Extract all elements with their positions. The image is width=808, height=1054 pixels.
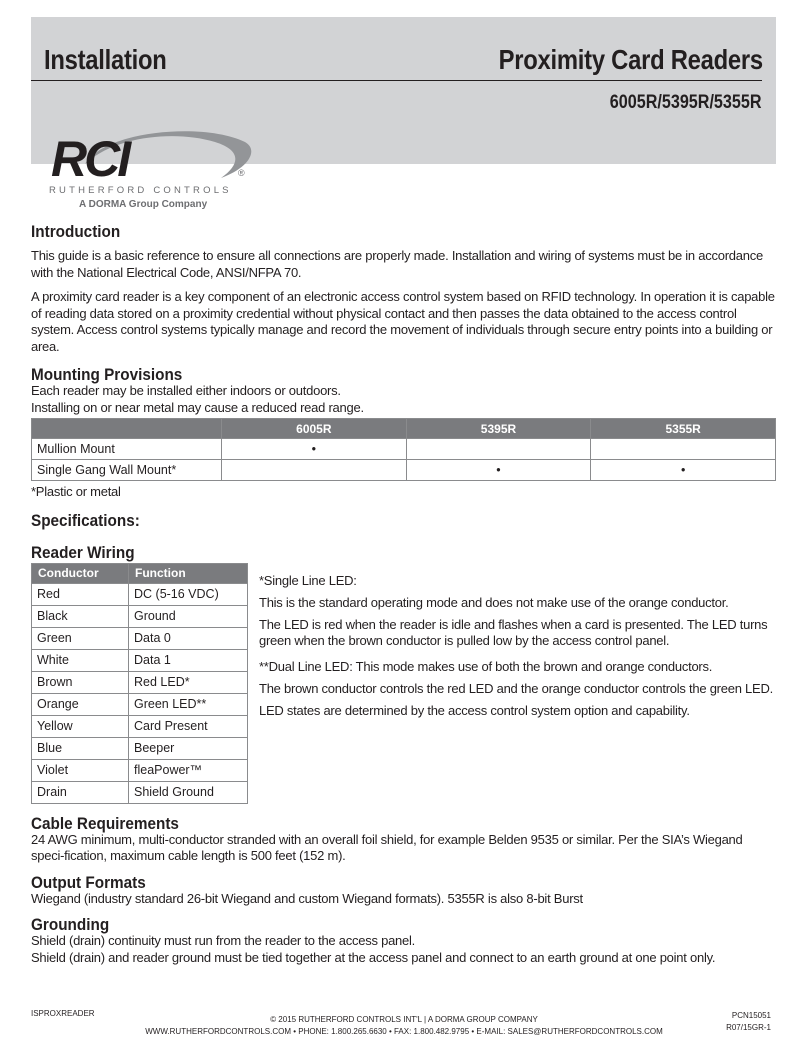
registered-mark: ®: [238, 168, 245, 178]
table-row: [32, 737, 248, 759]
mounting-col-5355r: 5355R: [591, 419, 776, 439]
mounting-footnote: *Plastic or metal: [31, 484, 121, 499]
footer-right: [726, 1010, 771, 1034]
led-note-single-behavior: The LED is red when the reader is idle and flashes when a card is presented. The LED turns green when the brown conductor is pulled low by the access control panel.: [259, 617, 768, 648]
table-row: [32, 693, 248, 715]
function: Beeper: [129, 737, 248, 759]
logo-tagline: A DORMA Group Company: [79, 199, 208, 210]
function: Card Present: [129, 715, 248, 737]
mounting-line-1: Each reader may be installed either indoors or outdoors.: [31, 383, 341, 398]
table-row: [32, 460, 776, 481]
output-formats-heading: Output Formats: [31, 872, 146, 892]
led-note-states: LED states are determined by the access control system option and capability.: [259, 703, 690, 718]
mounting-table: [31, 418, 776, 481]
compat-mark: •: [591, 460, 776, 481]
model-numbers: 6005R/5395R/5355R: [610, 92, 762, 113]
compat-mark: •: [222, 439, 407, 460]
function: Green LED**: [129, 693, 248, 715]
conductor: Violet: [32, 759, 129, 781]
mounting-line-2: Installing on or near metal may cause a reduced read range.: [31, 399, 364, 415]
conductor: Brown: [32, 671, 129, 693]
conductor: Green: [32, 627, 129, 649]
function: fleaPower™: [129, 759, 248, 781]
wiring-col-function: Function: [129, 563, 248, 583]
conductor: Blue: [32, 737, 129, 759]
function: Data 1: [129, 649, 248, 671]
grounding-heading: Grounding: [31, 915, 110, 934]
compat-mark: [406, 439, 591, 460]
mounting-col-blank: [32, 419, 222, 439]
footer-contact: WWW.RUTHERFORDCONTROLS.COM • PHONE: 1.800.265.6630 • FAX: 1.800.482.9795 • E-MAIL: SALES@RUTHERFORDCONTROLS.COM: [145, 1027, 663, 1036]
function: DC (5-16 VDC): [129, 583, 248, 605]
page-title: Installation: [44, 44, 167, 75]
header-rule: [31, 80, 762, 81]
product-title: Proximity Card Readers: [498, 44, 763, 75]
mounting-heading: Mounting Provisions: [31, 365, 183, 384]
reader-wiring-heading: Reader Wiring: [31, 542, 135, 562]
rci-logo-mark: [45, 124, 255, 186]
table-row: [32, 715, 248, 737]
rci-logo: [45, 124, 255, 214]
function: Shield Ground: [129, 781, 248, 803]
table-row: [32, 649, 248, 671]
specifications-heading: Specifications:: [31, 510, 140, 530]
logo-mark-text: RCI: [51, 131, 129, 186]
conductor: Black: [32, 605, 129, 627]
table-row: [32, 627, 248, 649]
footer-doc-code: ISPROXREADER: [31, 1009, 95, 1018]
introduction-heading: Introduction: [31, 222, 121, 241]
mounting-col-5395r: 5395R: [406, 419, 591, 439]
function: Data 0: [129, 627, 248, 649]
led-note-single-title: *Single Line LED:: [259, 573, 357, 588]
mount-type: Single Gang Wall Mount*: [32, 460, 222, 481]
footer-copyright: © 2015 RUTHERFORD CONTROLS INT'L | A DORMA GROUP COMPANY: [270, 1015, 538, 1024]
cable-text: 24 AWG minimum, multi-conductor stranded with an overall foil shield, for example Belden 9535 or similar. Per the SIA’s Wiegand speci-fication, maximum cable length is 500 feet (152 m).: [31, 831, 743, 863]
introduction-paragraph-2: A proximity card reader is a key component of an electronic access control system based on RFID technology. In operation it is capable of reading data stored on a proximity credential without physical contact and then passes the data obtained to the access control system. Access control systems typically manage and record the movement of individuals through secure entry points into a building or area.: [31, 289, 775, 354]
table-row: [32, 583, 248, 605]
led-note-dual-behavior: The brown conductor controls the red LED and the orange conductor controls the green LED.: [259, 681, 773, 696]
cable-heading: Cable Requirements: [31, 813, 179, 833]
logo-company-name: RUTHERFORD CONTROLS: [49, 185, 232, 196]
output-formats-text: Wiegand (industry standard 26-bit Wiegand and custom Wiegand formats). 5355R is also 8-bit Burst: [31, 890, 583, 906]
table-row: [32, 605, 248, 627]
function: Ground: [129, 605, 248, 627]
led-note-single-mode: This is the standard operating mode and does not make use of the orange conductor.: [259, 595, 729, 610]
table-row: [32, 759, 248, 781]
compat-mark: [591, 439, 776, 460]
table-row: [32, 781, 248, 803]
conductor: Orange: [32, 693, 129, 715]
conductor: Drain: [32, 781, 129, 803]
footer-part-number: PCN15051: [731, 1011, 771, 1020]
footer-revision: R07/15GR-1: [726, 1023, 771, 1032]
compat-mark: [222, 460, 407, 481]
led-note-dual-title: **Dual Line LED: This mode makes use of both the brown and orange conductors.: [259, 659, 713, 674]
introduction-paragraph-1: This guide is a basic reference to ensure all connections are properly made. Installation and wiring of systems must be in accordance with the National Electrical Code, ANSI/NFPA 70.: [31, 248, 763, 280]
compat-mark: •: [406, 460, 591, 481]
table-row: [32, 671, 248, 693]
wiring-table: [31, 563, 248, 804]
conductor: Yellow: [32, 715, 129, 737]
conductor: Red: [32, 583, 129, 605]
table-row: [32, 439, 776, 460]
wiring-col-conductor: Conductor: [32, 563, 129, 583]
function: Red LED*: [129, 671, 248, 693]
grounding-line-2: Shield (drain) and reader ground must be tied together at the access panel and connect to an earth ground at one point only.: [31, 949, 716, 965]
grounding-line-1: Shield (drain) continuity must run from the reader to the access panel.: [31, 933, 416, 948]
led-notes: [259, 573, 779, 725]
conductor: White: [32, 649, 129, 671]
mounting-col-6005r: 6005R: [222, 419, 407, 439]
footer-center: [0, 1014, 808, 1038]
mount-type: Mullion Mount: [32, 439, 222, 460]
